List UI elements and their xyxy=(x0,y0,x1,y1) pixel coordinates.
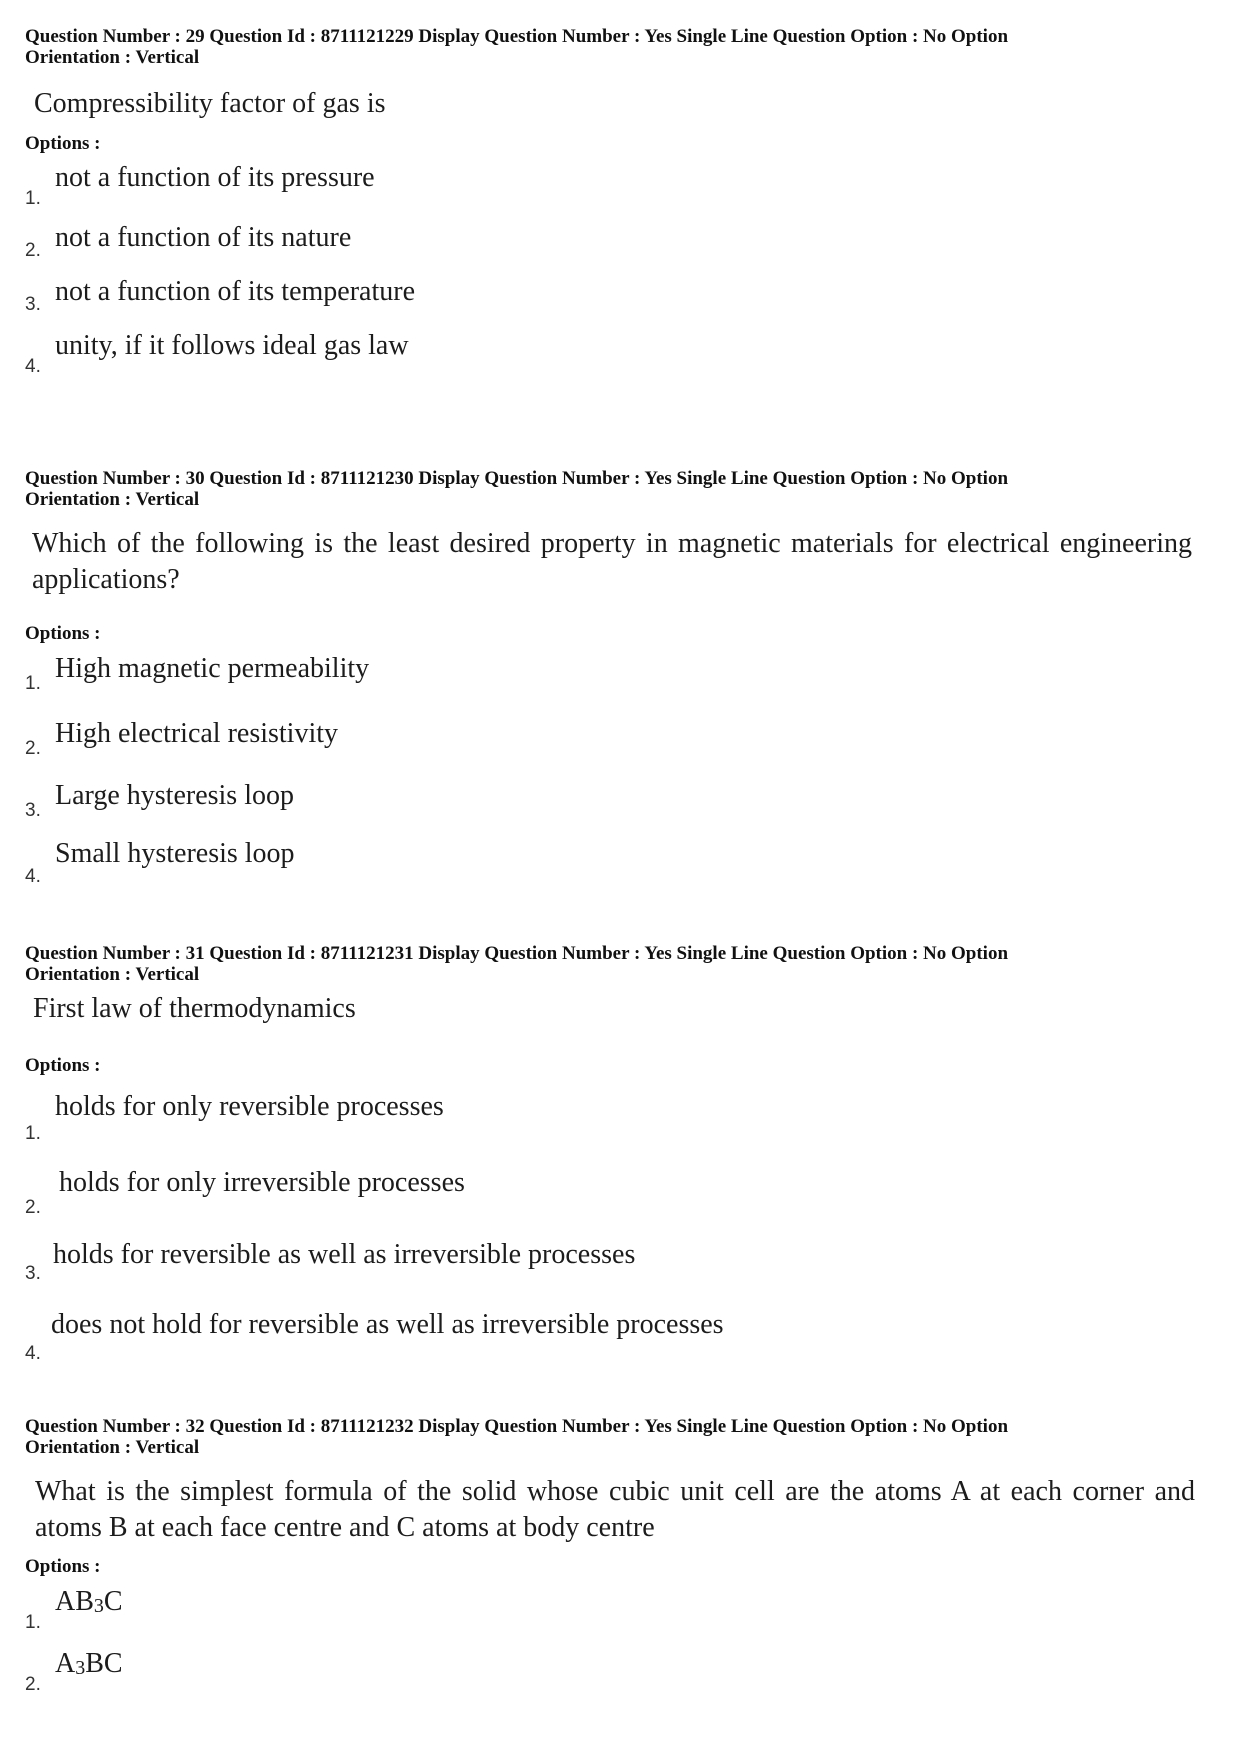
option-1[interactable] xyxy=(25,1586,1125,1636)
option-text: holds for only reversible processes xyxy=(55,1091,444,1122)
option-3[interactable] xyxy=(25,1239,1125,1289)
option-text: unity, if it follows ideal gas law xyxy=(55,330,409,361)
option-number: 4. xyxy=(25,866,41,887)
option-3[interactable] xyxy=(25,276,1125,326)
options-label: Options : xyxy=(25,1055,101,1076)
question-meta-orientation: Orientation : Vertical xyxy=(25,964,200,985)
option-1[interactable] xyxy=(25,653,1125,703)
option-number: 4. xyxy=(25,356,41,377)
option-number: 2. xyxy=(25,240,41,261)
question-meta: Question Number : 30 Question Id : 8711121230 Display Question Number : Yes Single Line Question Option : No Option xyxy=(25,468,1009,489)
option-4[interactable] xyxy=(25,838,1125,888)
option-number: 1. xyxy=(25,1123,41,1144)
option-text: holds for reversible as well as irreversible processes xyxy=(53,1239,636,1270)
options-label: Options : xyxy=(25,1556,101,1577)
option-text: Large hysteresis loop xyxy=(55,780,294,811)
question-32 xyxy=(25,1416,1205,1695)
option-text: High electrical resistivity xyxy=(55,718,339,749)
option-text: A3BC xyxy=(55,1648,123,1679)
option-4[interactable] xyxy=(25,1309,1125,1364)
question-meta: Question Number : 31 Question Id : 8711121231 Display Question Number : Yes Single Line Question Option : No Option xyxy=(25,943,1009,964)
question-stem: Compressibility factor of gas is xyxy=(34,88,386,119)
question-stem: First law of thermodynamics xyxy=(33,993,356,1024)
option-number: 3. xyxy=(25,800,41,821)
option-2[interactable] xyxy=(25,718,1125,768)
option-number: 1. xyxy=(25,673,41,694)
option-1[interactable] xyxy=(25,1091,1125,1144)
option-number: 2. xyxy=(25,1197,41,1218)
option-number: 3. xyxy=(25,1263,41,1284)
option-3[interactable] xyxy=(25,780,1125,830)
option-number: 2. xyxy=(25,1674,41,1695)
option-text: not a function of its nature xyxy=(55,222,352,253)
options-label: Options : xyxy=(25,623,101,644)
question-stem: Which of the following is the least desired property in magnetic materials for electrical engineering applications? xyxy=(32,528,1192,595)
option-text: High magnetic permeability xyxy=(55,653,370,684)
question-stem: What is the simplest formula of the solid whose cubic unit cell are the atoms A at each corner and atoms B at each face centre and C atoms at body centre xyxy=(35,1476,1195,1543)
question-29 xyxy=(25,26,1205,377)
option-number: 3. xyxy=(25,294,41,315)
question-meta: Question Number : 29 Question Id : 8711121229 Display Question Number : Yes Single Line Question Option : No Option xyxy=(25,26,1009,47)
option-number: 1. xyxy=(25,188,41,209)
option-text: not a function of its temperature xyxy=(55,276,415,307)
option-text: not a function of its pressure xyxy=(55,162,375,193)
option-number: 1. xyxy=(25,1612,41,1633)
question-31 xyxy=(25,943,1205,1364)
question-meta-orientation: Orientation : Vertical xyxy=(25,489,200,510)
option-4[interactable] xyxy=(25,330,1125,380)
question-meta-orientation: Orientation : Vertical xyxy=(25,47,200,68)
option-number: 2. xyxy=(25,738,41,759)
option-number: 4. xyxy=(25,1343,41,1364)
option-2[interactable] xyxy=(25,1648,1125,1698)
question-meta: Question Number : 32 Question Id : 8711121232 Display Question Number : Yes Single Line Question Option : No Option xyxy=(25,1416,1009,1437)
option-2[interactable] xyxy=(25,222,1125,272)
option-text: AB3C xyxy=(55,1586,123,1617)
option-text: does not hold for reversible as well as irreversible processes xyxy=(51,1309,724,1340)
question-30 xyxy=(25,468,1205,887)
option-text: Small hysteresis loop xyxy=(55,838,295,869)
option-2[interactable] xyxy=(25,1167,1125,1217)
option-text: holds for only irreversible processes xyxy=(59,1167,465,1198)
options-label: Options : xyxy=(25,133,101,154)
option-1[interactable] xyxy=(25,162,1125,212)
question-meta-orientation: Orientation : Vertical xyxy=(25,1437,200,1458)
